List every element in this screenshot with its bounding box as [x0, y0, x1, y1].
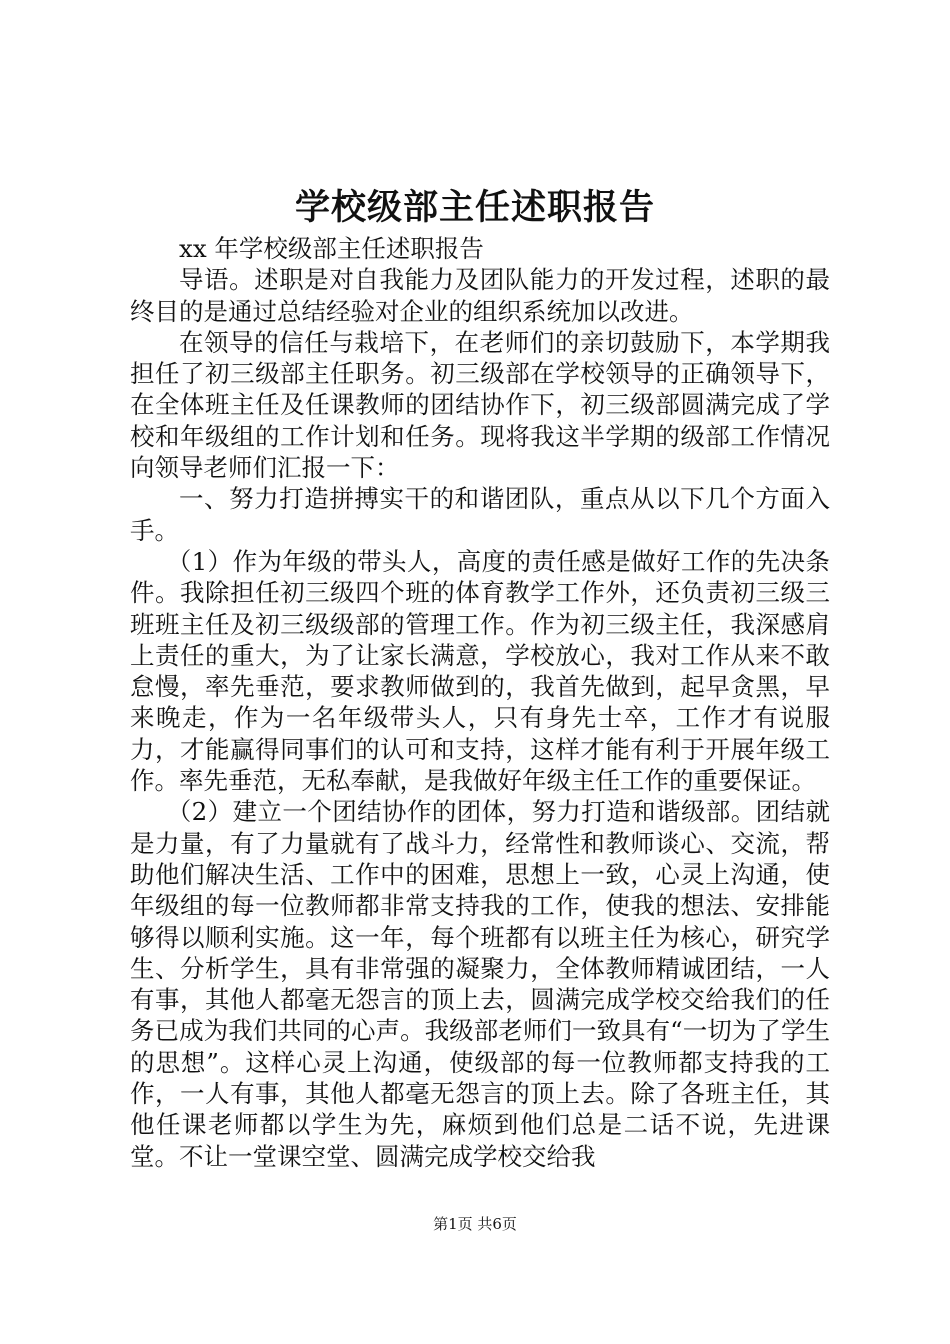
paragraph-section-1-heading: 一、努力打造拼搏实干的和谐团队，重点从以下几个方面入手。: [130, 484, 830, 545]
paragraph-item-2: （2）建立一个团结协作的团体，努力打造和谐级部。团结就是力量，有了力量就有了战斗力，经常性和教师谈心、交流，帮助他们解决生活、工作中的困难，思想上一致，心灵上沟通，使年级组的每一位教师都非常支持我的工作，使我的想法、安排能够得以顺利实施。这一年，每个班都有以班主任为核心，研究学生、分析学生，具有非常强的凝聚力，全体教师精诚团结，一人有事，其他人都毫无怨言的顶上去，圆满完成学校交给我们的任务已成为我们共同的心声。我级部老师们一致具有“一切为了学生的思想”。这样心灵上沟通，使级部的每一位教师都支持我的工作，一人有事，其他人都毫无怨言的顶上去。除了各班主任，其他任课老师都以学生为先，麻烦到他们总是二话不说，先进课堂。不让一堂课空堂、圆满完成学校交给我: [130, 797, 830, 1171]
paragraph-subtitle: xx 年学校级部主任述职报告: [179, 234, 484, 263]
page-number-footer: 第1页 共6页: [433, 1215, 517, 1233]
paragraph-intro: 导语。述职是对自我能力及团队能力的开发过程，述职的最终目的是通过总结经验对企业的组织系统加以改进。: [130, 265, 830, 326]
paragraph-background: 在领导的信任与栽培下，在老师们的亲切鼓励下，本学期我担任了初三级部主任职务。初三级部在学校领导的正确领导下，在全体班主任及任课教师的团结协作下，初三级部圆满完成了学校和年级组的工作计划和任务。现将我这半学期的级部工作情况向领导老师们汇报一下：: [130, 327, 830, 483]
document-body: [130, 233, 830, 1172]
paragraph-item-1: （1）作为年级的带头人，高度的责任感是做好工作的先决条件。我除担任初三级四个班的体育教学工作外，还负责初三级三班班主任及初三级级部的管理工作。作为初三级主任，我深感肩上责任的重大，为了让家长满意，学校放心，我对工作从来不敢怠慢，率先垂范，要求教师做到的，我首先做到，起早贪黑，早来晚走，作为一名年级带头人，只有身先士卒，工作才有说服力，才能赢得同事们的认可和支持，这样才能有利于开展年级工作。率先垂范，无私奉献，是我做好年级主任工作的重要保证。: [130, 546, 830, 796]
document-title: 学校级部主任述职报告: [294, 187, 655, 228]
